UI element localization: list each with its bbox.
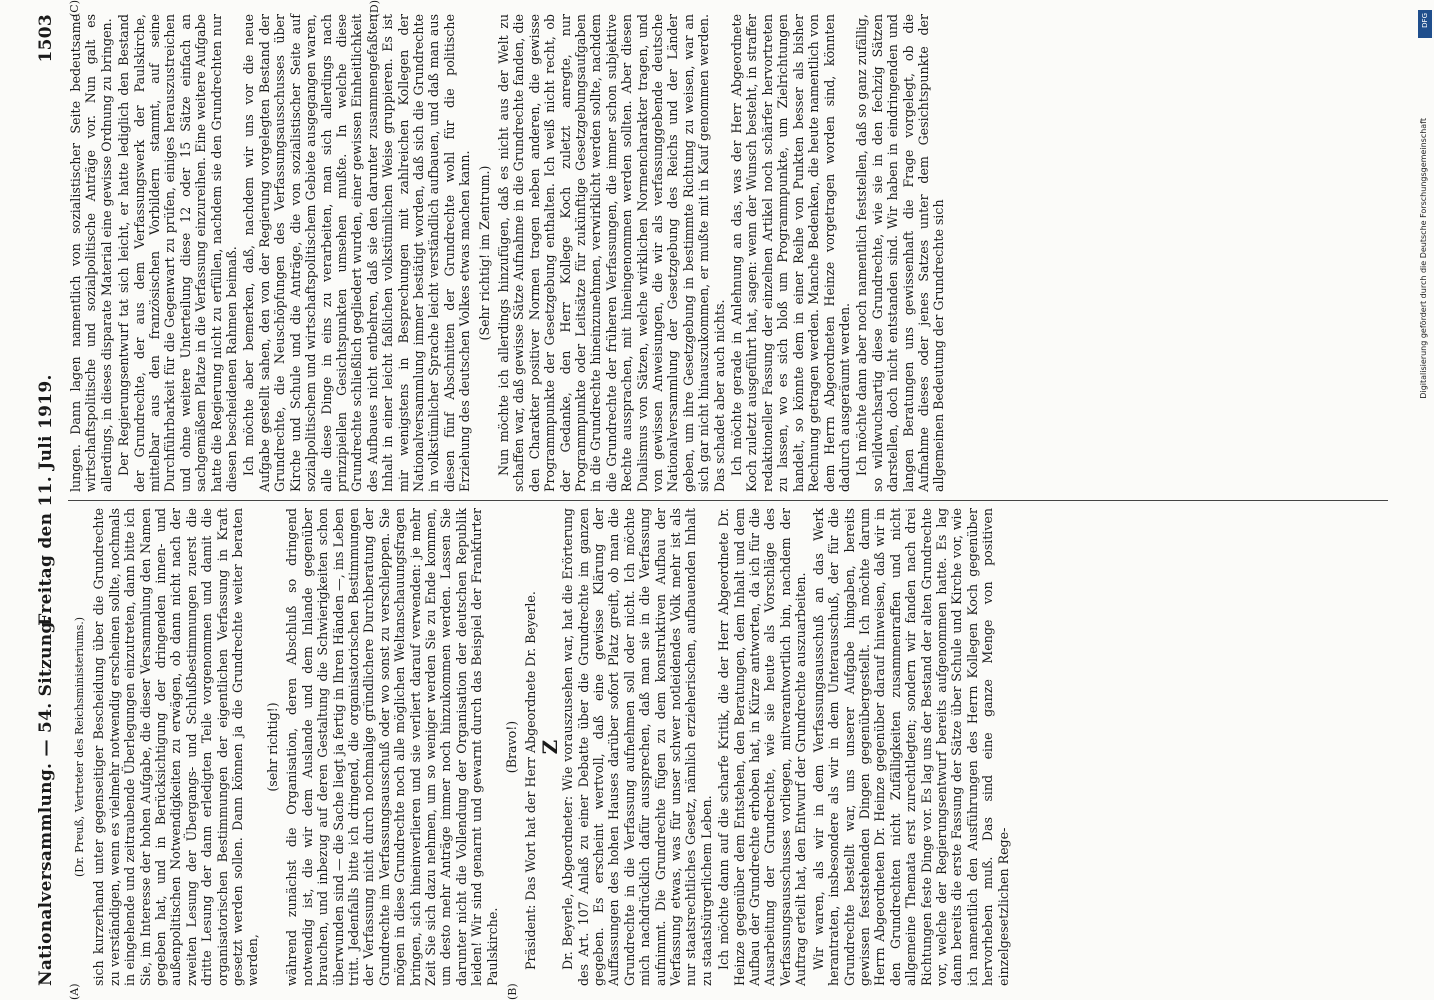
paragraph: während zunächst die Organisation, deren Abschluß so dringend notwendig ist, die wir dem Auslande und dem Inlande gegenüber brauchen, und inbezug auf deren Gestaltung die Schwierigkeiten schon überwunden sind — die Sache liegt ja fertig in Ihren Händen —, ins Leben tritt. Jedenfalls bitte ich dringend, die organisatorischen Bestimmungen der Verfassung nicht durch nochmalige gründlichere Durchberatung der Grundrechte im Verfassungsausschuß oder wo sonst zu verschleppen. Sie mögen in diese Grundrechte noch alle möglichen Weltanschauungsfragen bringen, sich hineinverlieren und sie verliert darauf verwenden: je mehr Zeit Sie sich dazu nehmen, um so weniger werden Sie zu Ende kommen, um desto mehr Anträge immer noch hinzukommen werden. Lassen Sie darunter nicht die Vollendung der Organisation der deutschen Republik leiden! Wir sind genarnt und gewarnt durch das Beispiel der Frankfurter Paulskirche. bbox=[284, 508, 500, 986]
marker-c: (C) bbox=[68, 0, 81, 17]
header-date: Freitag den 11. Juli 1919. bbox=[36, 374, 56, 626]
paragraph: Der Regierungsentwurf tat sich leicht, er hatte lediglich den Bestand der Grundrechte, der aus dem Verfassungswerk der Paulskirche, mittelbar aus den französischen Vorbildern stammt, auf seine Durchführbarkeit für die Gegenwart zu prüfen, einiges herauszustreichen und ohne weitere Unterteilung diese 12 oder 15 Sätze einfach an sachgemäßem Platze in die Verfassung einzureihen. Eine weitere Aufgabe hatte die Regierung nicht zu erfüllen, nachdem sie den Grundrechten nur diesen bescheidenen Rahmen beimaß. bbox=[116, 14, 240, 492]
marker-a: (A) bbox=[68, 983, 81, 1000]
marker-d: (D) bbox=[368, 0, 381, 18]
page-header bbox=[30, 14, 60, 986]
right-column bbox=[68, 14, 949, 492]
digitization-note-text: Digitalisierung gefördert durch die Deutsche Forschungsgemeinschaft bbox=[1419, 118, 1428, 399]
paragraph: sich kurzerhand unter gegenseitiger Bescheidung über die Grundrechte zu verständigen, wenn es vielmehr notwendig erscheinen sollte, nochmals in eingehende und zeitraubende Überlegungen einzutreten, dann bitte ich Sie, im Interesse der hohen Aufgabe, die dieser Versammlung den Namen gegeben hat, und in Berücksichtigung der dringenden innen- und außenpolitischen Notwendigkeiten zu erwägen, ob dann nicht nach der zweiten Lesung der Übergangs- und Schlußbestimmungen zuerst die dritte Lesung der dann erledigten Teile vorgenommen und damit die organisatorischen Bestimmungen der eigentlichen Verfassung in Kraft gesetzt werden sollen. Dann können ja die Grundrechte weiter beraten werden, bbox=[91, 508, 261, 986]
speaker-line: (Dr. Preuß, Vertreter des Reichsministeriums.) bbox=[73, 616, 86, 878]
interjection: (Bravo!) bbox=[503, 720, 519, 774]
dfg-logo-text: DFG bbox=[1421, 13, 1429, 28]
interjection: (sehr richtig!) bbox=[264, 702, 280, 792]
page-number: 1503 bbox=[36, 14, 56, 63]
left-column bbox=[68, 508, 1013, 986]
paragraph: Präsident: Das Wort hat der Herr Abgeordnete Dr. Beyerle. bbox=[523, 591, 539, 970]
rotated-page bbox=[22, 0, 1412, 1000]
interjection: (Sehr richtig! im Zentrum.) bbox=[476, 165, 492, 341]
marker-b: (B) bbox=[506, 983, 519, 1000]
paragraph: Ich möchte gerade in Anlehnung an das, was der Herr Abgeordnete Koch zuletzt ausgeführt hat, sagen: wenn der Wunsch besteht, in straffer redaktioneller Fassung der einzelnen Artikel noch schärfer hervortreten zu lassen, wo es sich bloß um Programmpunkte, um Zielrichtungen handelt, so könnte dem in einer Reihe von Punkten besser als bisher Rechnung getragen werden. Manche Bedenken, die heute namentlich von dem Herrn Abgeordneten Heinze vorgetragen worden sind, könnten dadurch ausgeräumt werden. bbox=[729, 14, 852, 492]
text-columns bbox=[68, 0, 1408, 1000]
section-mark: Z bbox=[537, 739, 562, 755]
paragraph: lungen. Dann lagen namentlich von sozialistischer Seite bedeutsame wirtschaftspolitische und sozialpolitische Anträge vor. Nun galt es allerdings, in dieses disparate Material eine gewisse Ordnung zu bringen. bbox=[68, 14, 114, 492]
paragraph: Ich möchte aber bemerken, daß, nachdem wir uns vor die neue Aufgabe gestellt sahen, den von der Regierung vorgelegten Bestand der Grundrechte, die Neuschöpfungen des Verfassungsausschusses über Kirche und Schule und die Anträge, die von sozialistischer Seite auf sozialpolitischem und wirtschaftspolitischem Gebiete ausgegangen waren, alle diese Dinge in eins zu verarbeiten, man sich allerdings nach prinzipiellen Gesichtspunkten umsehen mußte. In welche diese Grundrechte schließlich gegliedert wurden, einer gewissen Einheitlichkeit des Aufbaues nicht entbehren, daß sie den darunter zusammengefaßten Inhalt in einer leicht faßlichen volkstümlichen Weise gruppieren. Es ist mir wenigstens in Besprechungen mit zahlreichen Kollegen der Nationalversammlung immer bestätigt worden, daß sich die Grundrechte in volkstümlicher Sprache leicht verständlich aufbauen, und daß man aus diesen fünf Abschnitten der Grundrechte wohl für die politische Erziehung des deutschen Volkes etwas machen kann. bbox=[241, 14, 473, 492]
paragraph: Ich möchte dann aber noch namentlich feststellen, daß so ganz zufällig, so wildwuchsartig diese Grundrechte, wie sie in den fechzig Sätzen darstellen, doch nicht entstanden sind. Wir haben in eindringenden und langen Beratungen uns gewissenhaft die Frage vorgelegt, ob die Aufnahme dieses oder jenes Satzes unter dem Gesichtspunkte der allgemeinen Bedeutung der Grundrechte sich bbox=[854, 14, 947, 492]
paragraph: Wir waren, als wir in dem Verfassungsausschuß an das Werk herantraten, insbesondere als wir in dem Unterausschuß, der für die Grundrechte bestellt war, uns unserer Aufgabe hingaben, bereits gewissen feststehenden Dingen gegenübergestellt. Ich möchte darum Herrn Abgeordneten Dr. Heinze gegenüber darauf hinweisen, daß wir in den Grundrechten nicht Zufälligkeiten zusammenraffen und nicht allgemeine Themata erst zurechtlegten; sondern wir fanden nach drei Richtungen feste Dinge vor. Es lag uns der Bestand der alten Grundrechte vor, welche der Regierungsentwurf bereits aufgenommen hatte. Es lag dann bereits die erste Fassung der Sätze über Schule und Kirche vor, wie ich namentlich den Ausführungen des Herrn Kollegen Koch gegenüber hervorheben muß. Das sind eine ganze Menge von positiven einzelgesetzlichen Rege- bbox=[810, 508, 1011, 986]
paragraph: Ich möchte dann auf die scharfe Kritik, die der Herr Abgeordnete Dr. Heinze gegenüber dem Entstehen, den Beratungen, dem Inhalt und dem Aufbau der Grundrechte erhoben hat, in Kürze antworten, da ich für die Ausarbeitung der Grundrechte, wie sie heute als Vorschläge des Verfassungsausschusses vorliegen, mitverantwortlich bin, nachdem der Auftrag erteilt hat, den Entwurf der Grundrechte auszuarbeiten. bbox=[716, 508, 809, 986]
header-left: Nationalversammlung. — 54. Sitzung. bbox=[36, 615, 56, 986]
digitization-note bbox=[1416, 8, 1432, 993]
paragraph: Dr. Beyerle, Abgeordneter: Wie vorauszusehen war, hat die Erörterung des Art. 107 Anlaß zu einer Debatte über die Grundrechte im ganzen gegeben. Es erscheint wertvoll, daß eine gewisse Klärung der Auffassungen des hohen Hauses darüber sofort Platz greift, ob man die Grundrechte in die Verfassung aufnehmen soll oder nicht. Ich möchte mich nachdrücklich dafür aussprechen, daß man sie in die Verfassung aufnimmt. Die Grundrechte fügen zu dem konstruktiven Aufbau der Verfassung etwas, was für unser schwer notleidendes Volk mehr ist als nur staatsrechtliches Gesetz, nämlich erzieherischen, aufbauenden Inhalt zu staatsbürgerlichem Leben. bbox=[560, 508, 714, 986]
column-divider bbox=[68, 500, 1388, 501]
paragraph: Nun möchte ich allerdings hinzufügen, daß es nicht aus der Welt zu schaffen war, daß gewisse Sätze Aufnahme in die Grundrechte fanden, die den Charakter positiver Normen tragen neben anderen, die gewisse Programmpunkte der Gesetzgebung enthalten. Ich weiß nicht recht, ob der Gedanke, den Herr Kollege Koch zuletzt anregte, nur Programmpunkte oder Leitsätze für zukünftige Gesetzgebungsaufgaben in die Grundrechte hineinzunehmen, verwirklicht werden sollte, nachdem die Grundrechte der früheren Verfassungen, die immer schon subjektive Rechte aussprachen, mit hineingenommen werden sollten. Aber diesen Dualismus von Sätzen, welche wirklichen Normencharakter tragen, und von gewissen Anweisungen, die wir als verfassunggebende deutsche Nationalversammlung der Gesetzgebung des Reichs und der Länder geben, um ihre Gesetzgebung in bestimmte Richtung zu weisen, war an sich gar nicht hinauszukommen, er mußte mit in Kauf genommen werden. Das schadet aber auch nichts. bbox=[495, 14, 727, 492]
